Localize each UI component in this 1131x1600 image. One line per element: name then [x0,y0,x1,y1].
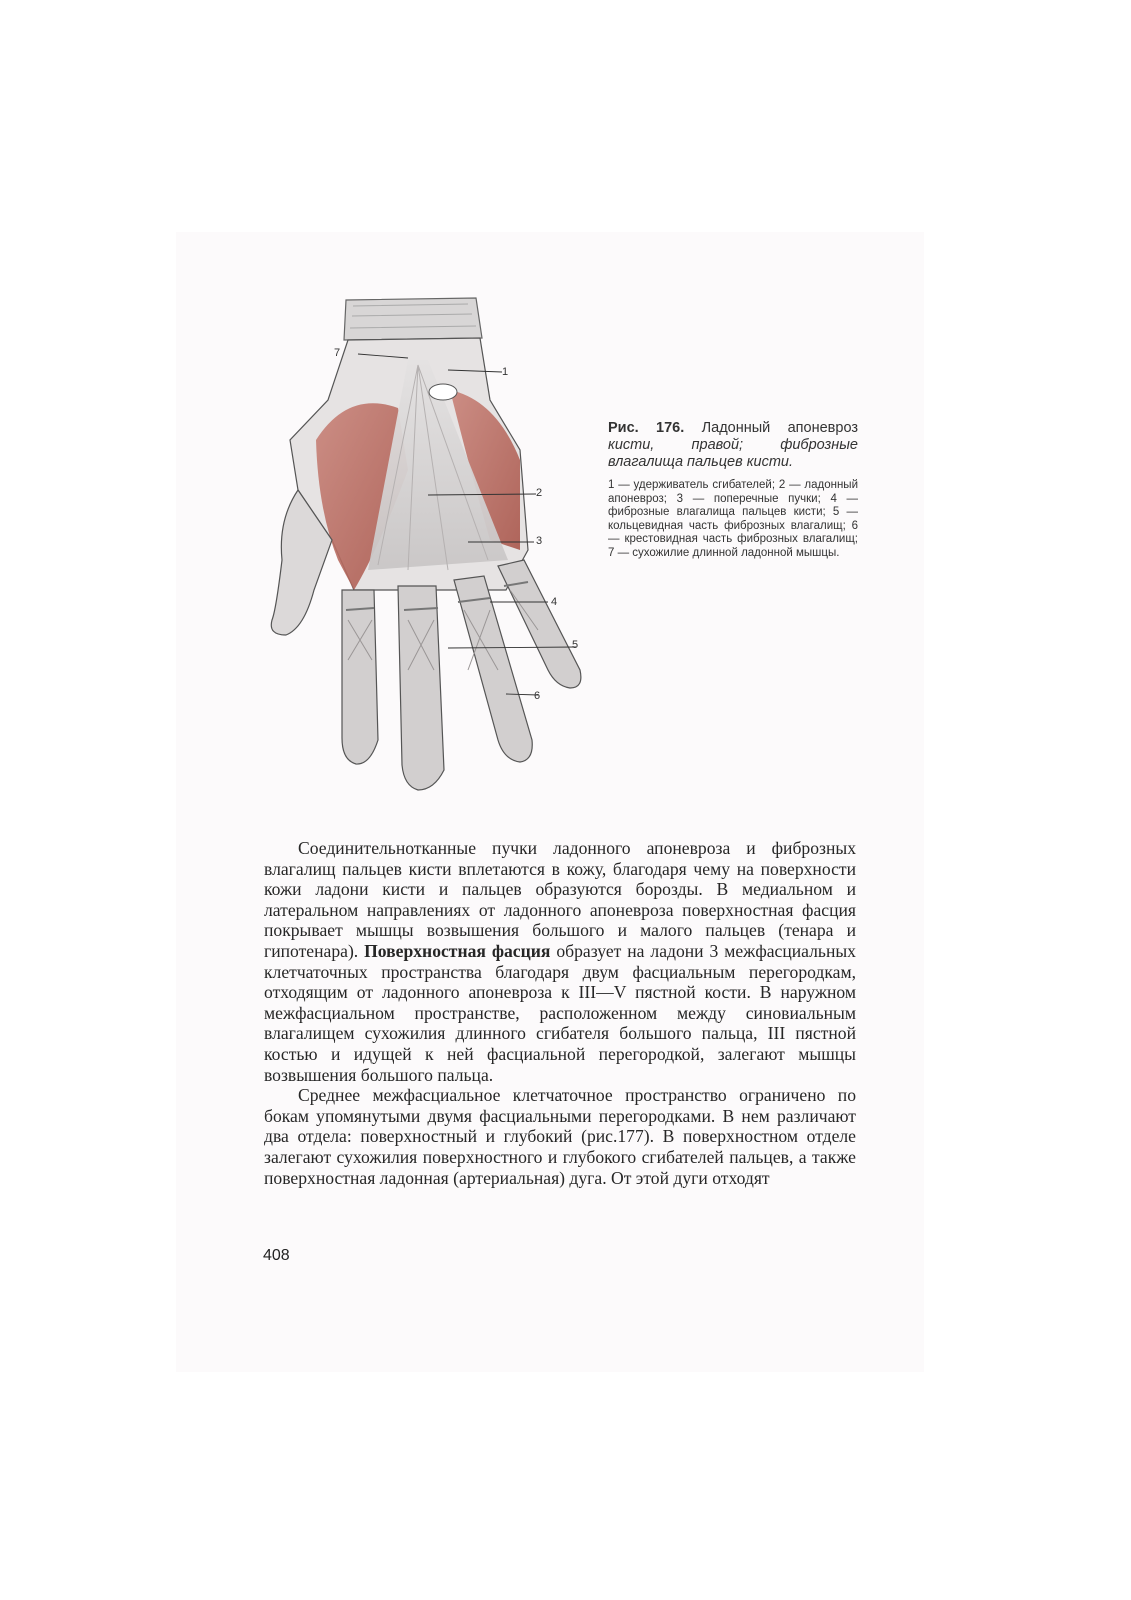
callout-2: 2 [536,487,543,499]
callout-7: 7 [334,347,341,359]
caption-title-italic: кисти, правой; фиброзные влагалища пальцев кисти. [608,437,858,470]
caption-title-plain: Ладонный апоневроз [684,420,858,436]
callout-3: 3 [536,535,543,547]
term-superficial-fascia: Поверхностная фасция [364,940,551,961]
hand-illustration [258,290,598,810]
callout-1: 1 [502,366,509,378]
callout-5: 5 [572,639,579,651]
paragraph-2: Среднее межфасциальное клетчаточное пространство ограничено по бокам упомянутыми двумя фасциальными перегородками. В нем различают два отдела: поверхностный и глубокий (рис.177). В поверхностном отделе залегают сухожилия поверхностного и глубокого сгибателей пальцев, а также поверхностная ладонная (артериальная) дуга. От этой дуги отходят [264,1085,856,1188]
paragraph-1-end: образует на ладони 3 межфасциальных клетчаточных пространства благодаря двум фасциальным перегородкам, отходящим от ладонного апоневроза к III—V пястной кости. В наружном межфасциальном пространстве, расположенном между синовиальным влагалищем сухожилия длинного сгибателя большого пальца, III пястной костью и идущей к ней фасциальной перегородкой, залегают мышцы возвышения большого пальца. [264,940,856,1085]
caption-label: Рис. 176. [608,420,685,436]
body-text [264,838,856,1188]
caption-legend: 1 — удерживатель сгибателей; 2 — ладонный апоневроз; 3 — поперечные пучки; 4 — фиброзные влагалища пальцев кисти; 5 — кольцевидная часть фиброзных влагалищ; 6 — крестовидная часть фиброзных влагалищ; 7 — сухожилие длинной ладонной мышцы. [608,479,858,559]
page-number: 408 [263,1247,290,1264]
callout-4: 4 [551,596,558,608]
paragraph-1-start: Соединительнотканные пучки ладонного апоневроза и фиброзных влагалищ пальцев кисти вплетаются в кожу, благодаря чему на поверхности кожи ладони кисти и пальцев образуются борозды. В медиальном и латеральном направлениях от ладонного апоневроза поверхностная фасция покрывает мышцы возвышения большого и малого пальцев (тенара и гипотенара). [264,838,856,961]
figure-caption [608,420,858,560]
caption-title [608,420,858,471]
paragraph-1 [264,838,856,1085]
callout-6: 6 [534,690,541,702]
